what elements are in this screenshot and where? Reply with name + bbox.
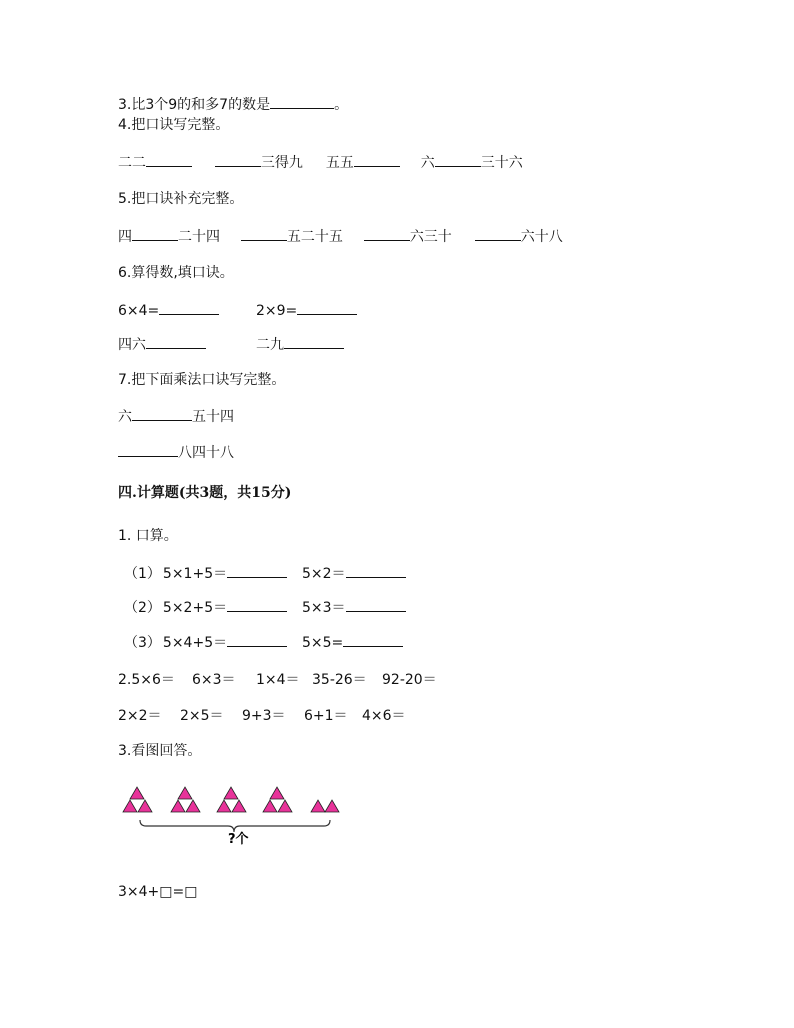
question-7-row-2: 八四十八 <box>118 442 234 463</box>
answer-blank[interactable] <box>132 406 192 421</box>
answer-blank[interactable] <box>227 632 287 647</box>
calc-1-row-3: （3） 5×4+5＝ <box>124 632 287 653</box>
answer-blank[interactable] <box>346 597 406 612</box>
triangle-shape <box>138 800 152 812</box>
answer-blank[interactable] <box>297 300 357 315</box>
question-6-row-1: 6×4= <box>118 300 219 321</box>
calc-2-row-2: 2×2＝ 2×5＝ 9+3＝ 6+1＝ 4×6＝ <box>118 708 406 724</box>
triangle-shape <box>178 787 192 799</box>
calc-3-title: 3.看图回答。 <box>118 743 202 759</box>
calc-1-row-3b: 5×5= <box>302 632 403 653</box>
triangle-figure <box>118 780 358 850</box>
question-7-row-1: 六 五十四 <box>118 406 234 427</box>
answer-blank[interactable] <box>270 94 334 109</box>
triangle-shape <box>263 800 277 812</box>
question-4-row: 二二 三得九 五五 六 三十六 <box>118 152 523 173</box>
answer-blank[interactable] <box>118 442 178 457</box>
triangle-shape <box>123 800 137 812</box>
question-7-title: 7.把下面乘法口诀写完整。 <box>118 372 286 388</box>
calc-1-row-2b: 5×3＝ <box>302 597 406 618</box>
triangle-shape <box>232 800 246 812</box>
triangle-shape <box>278 800 292 812</box>
triangle-shape <box>186 800 200 812</box>
calc-1-row-2: （2） 5×2+5＝ <box>124 597 287 618</box>
answer-blank[interactable] <box>132 226 178 241</box>
answer-blank[interactable] <box>364 226 410 241</box>
triangle-shape <box>224 787 238 799</box>
section-title: 四.计算题(共3题，共15分) <box>118 485 292 501</box>
equation: 3×4+□=□ <box>118 884 198 900</box>
answer-blank[interactable] <box>354 152 400 167</box>
answer-blank[interactable] <box>146 334 206 349</box>
question-6-row-2: 四六 <box>118 334 206 355</box>
calc-1-row-1b: 5×2＝ <box>302 563 406 584</box>
question-6-row-2b: 二九 <box>256 334 344 355</box>
calc-1-title: 1. 口算。 <box>118 528 178 544</box>
triangle-shape <box>217 800 231 812</box>
triangle-shape <box>171 800 185 812</box>
triangle-shape <box>270 787 284 799</box>
question-5-title: 5.把口诀补充完整。 <box>118 191 244 207</box>
answer-blank[interactable] <box>146 152 192 167</box>
answer-blank[interactable] <box>241 226 287 241</box>
calc-2-row-1: 2.5×6＝ 6×3＝ 1×4＝ 35-26＝ 92-20＝ <box>118 672 437 688</box>
brace-label: ?个 <box>228 832 249 847</box>
answer-blank[interactable] <box>475 226 521 241</box>
answer-blank[interactable] <box>284 334 344 349</box>
answer-blank[interactable] <box>215 152 261 167</box>
answer-blank[interactable] <box>159 300 219 315</box>
question-6-title: 6.算得数,填口诀。 <box>118 265 234 281</box>
question-6-row-1b: 2×9= <box>256 300 357 321</box>
triangle-shape <box>130 787 144 799</box>
answer-blank[interactable] <box>346 563 406 578</box>
triangle-shape <box>325 800 339 812</box>
question-5-row: 四 二十四 五二十五 六三十 六十八 <box>118 226 563 247</box>
answer-blank[interactable] <box>343 632 403 647</box>
question-4-title: 4.把口诀写完整。 <box>118 117 230 133</box>
answer-blank[interactable] <box>227 563 287 578</box>
question-3: 3.比3个9的和多7的数是 。 <box>118 94 348 115</box>
triangle-shape <box>311 800 325 812</box>
calc-1-row-1: （1） 5×1+5＝ <box>124 563 287 584</box>
triangle-groups <box>123 787 339 812</box>
brace <box>140 820 330 832</box>
answer-blank[interactable] <box>227 597 287 612</box>
answer-blank[interactable] <box>435 152 481 167</box>
